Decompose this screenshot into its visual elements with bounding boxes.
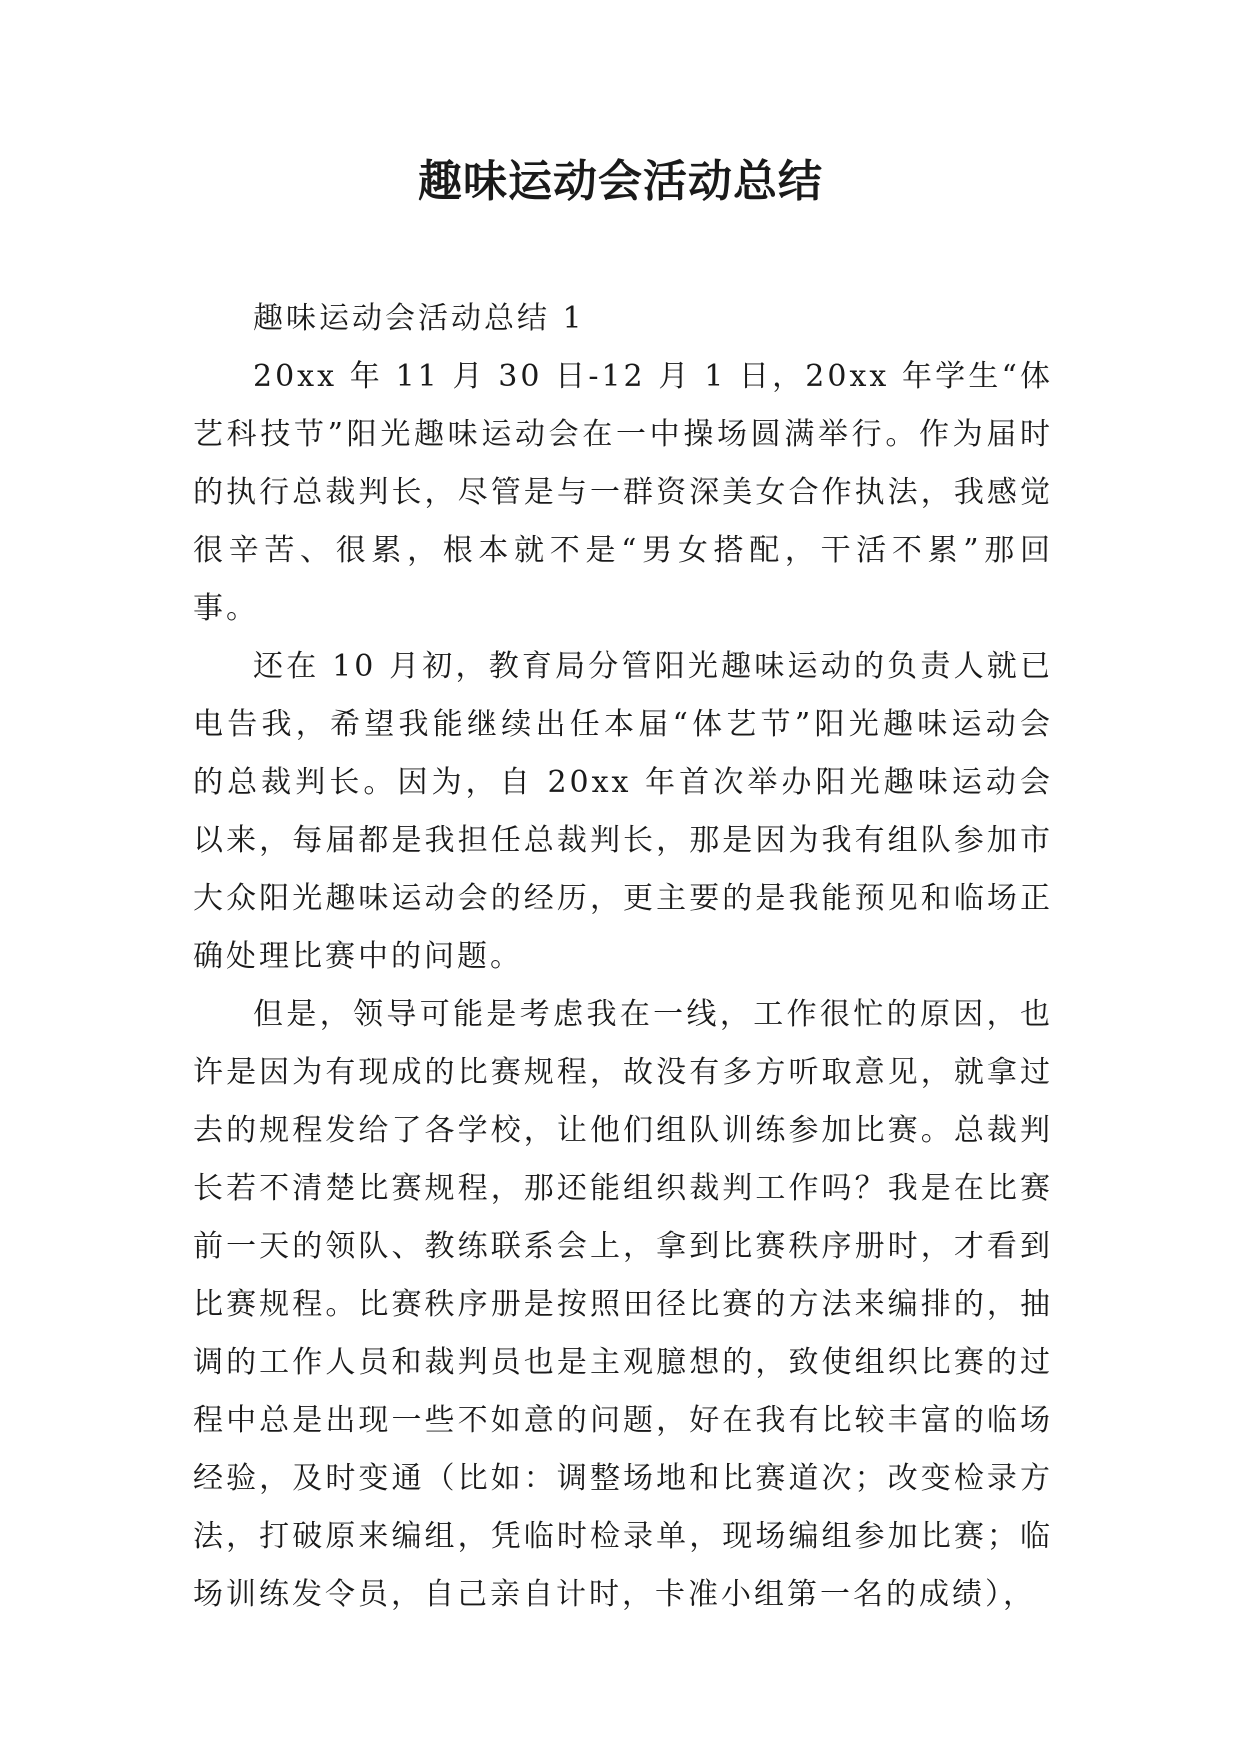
- document-title: 趣味运动会活动总结: [418, 156, 823, 207]
- body-paragraph: 20xx 年 11 月 30 日-12 月 1 日，20xx 年学生“体艺科技节”阳光趣味运动会在一中操场圆满举行。作为届时的执行总裁判长，尽管是与一群资深美女合作执法，我感觉很辛苦、很累，根本就不是“男女搭配，干活不累”那回事。: [193, 359, 1053, 626]
- body-paragraph: 还在 10 月初，教育局分管阳光趣味运动的负责人就已电告我，希望我能继续出任本届“体艺节”阳光趣味运动会的总裁判长。因为，自 20xx 年首次举办阳光趣味运动会以来，每届都是我担任总裁判长，那是因为我有组队参加市大众阳光趣味运动会的经历，更主要的是我能预见和临场正确处理比赛中的问题。: [193, 649, 1053, 974]
- document-body: [193, 290, 1053, 1624]
- section-heading: 趣味运动会活动总结 1: [253, 301, 585, 336]
- body-paragraph: 但是，领导可能是考虑我在一线，工作很忙的原因，也许是因为有现成的比赛规程，故没有多方听取意见，就拿过去的规程发给了各学校，让他们组队训练参加比赛。总裁判长若不清楚比赛规程，那还能组织裁判工作吗？我是在比赛前一天的领队、教练联系会上，拿到比赛秩序册时，才看到比赛规程。比赛秩序册是按照田径比赛的方法来编排的，抽调的工作人员和裁判员也是主观臆想的，致使组织比赛的过程中总是出现一些不如意的问题，好在我有比较丰富的临场经验，及时变通（比如：调整场地和比赛道次；改变检录方法，打破原来编组，凭临时检录单，现场编组参加比赛；临场训练发令员，自己亲自计时，卡准小组第一名的成绩），: [193, 997, 1053, 1612]
